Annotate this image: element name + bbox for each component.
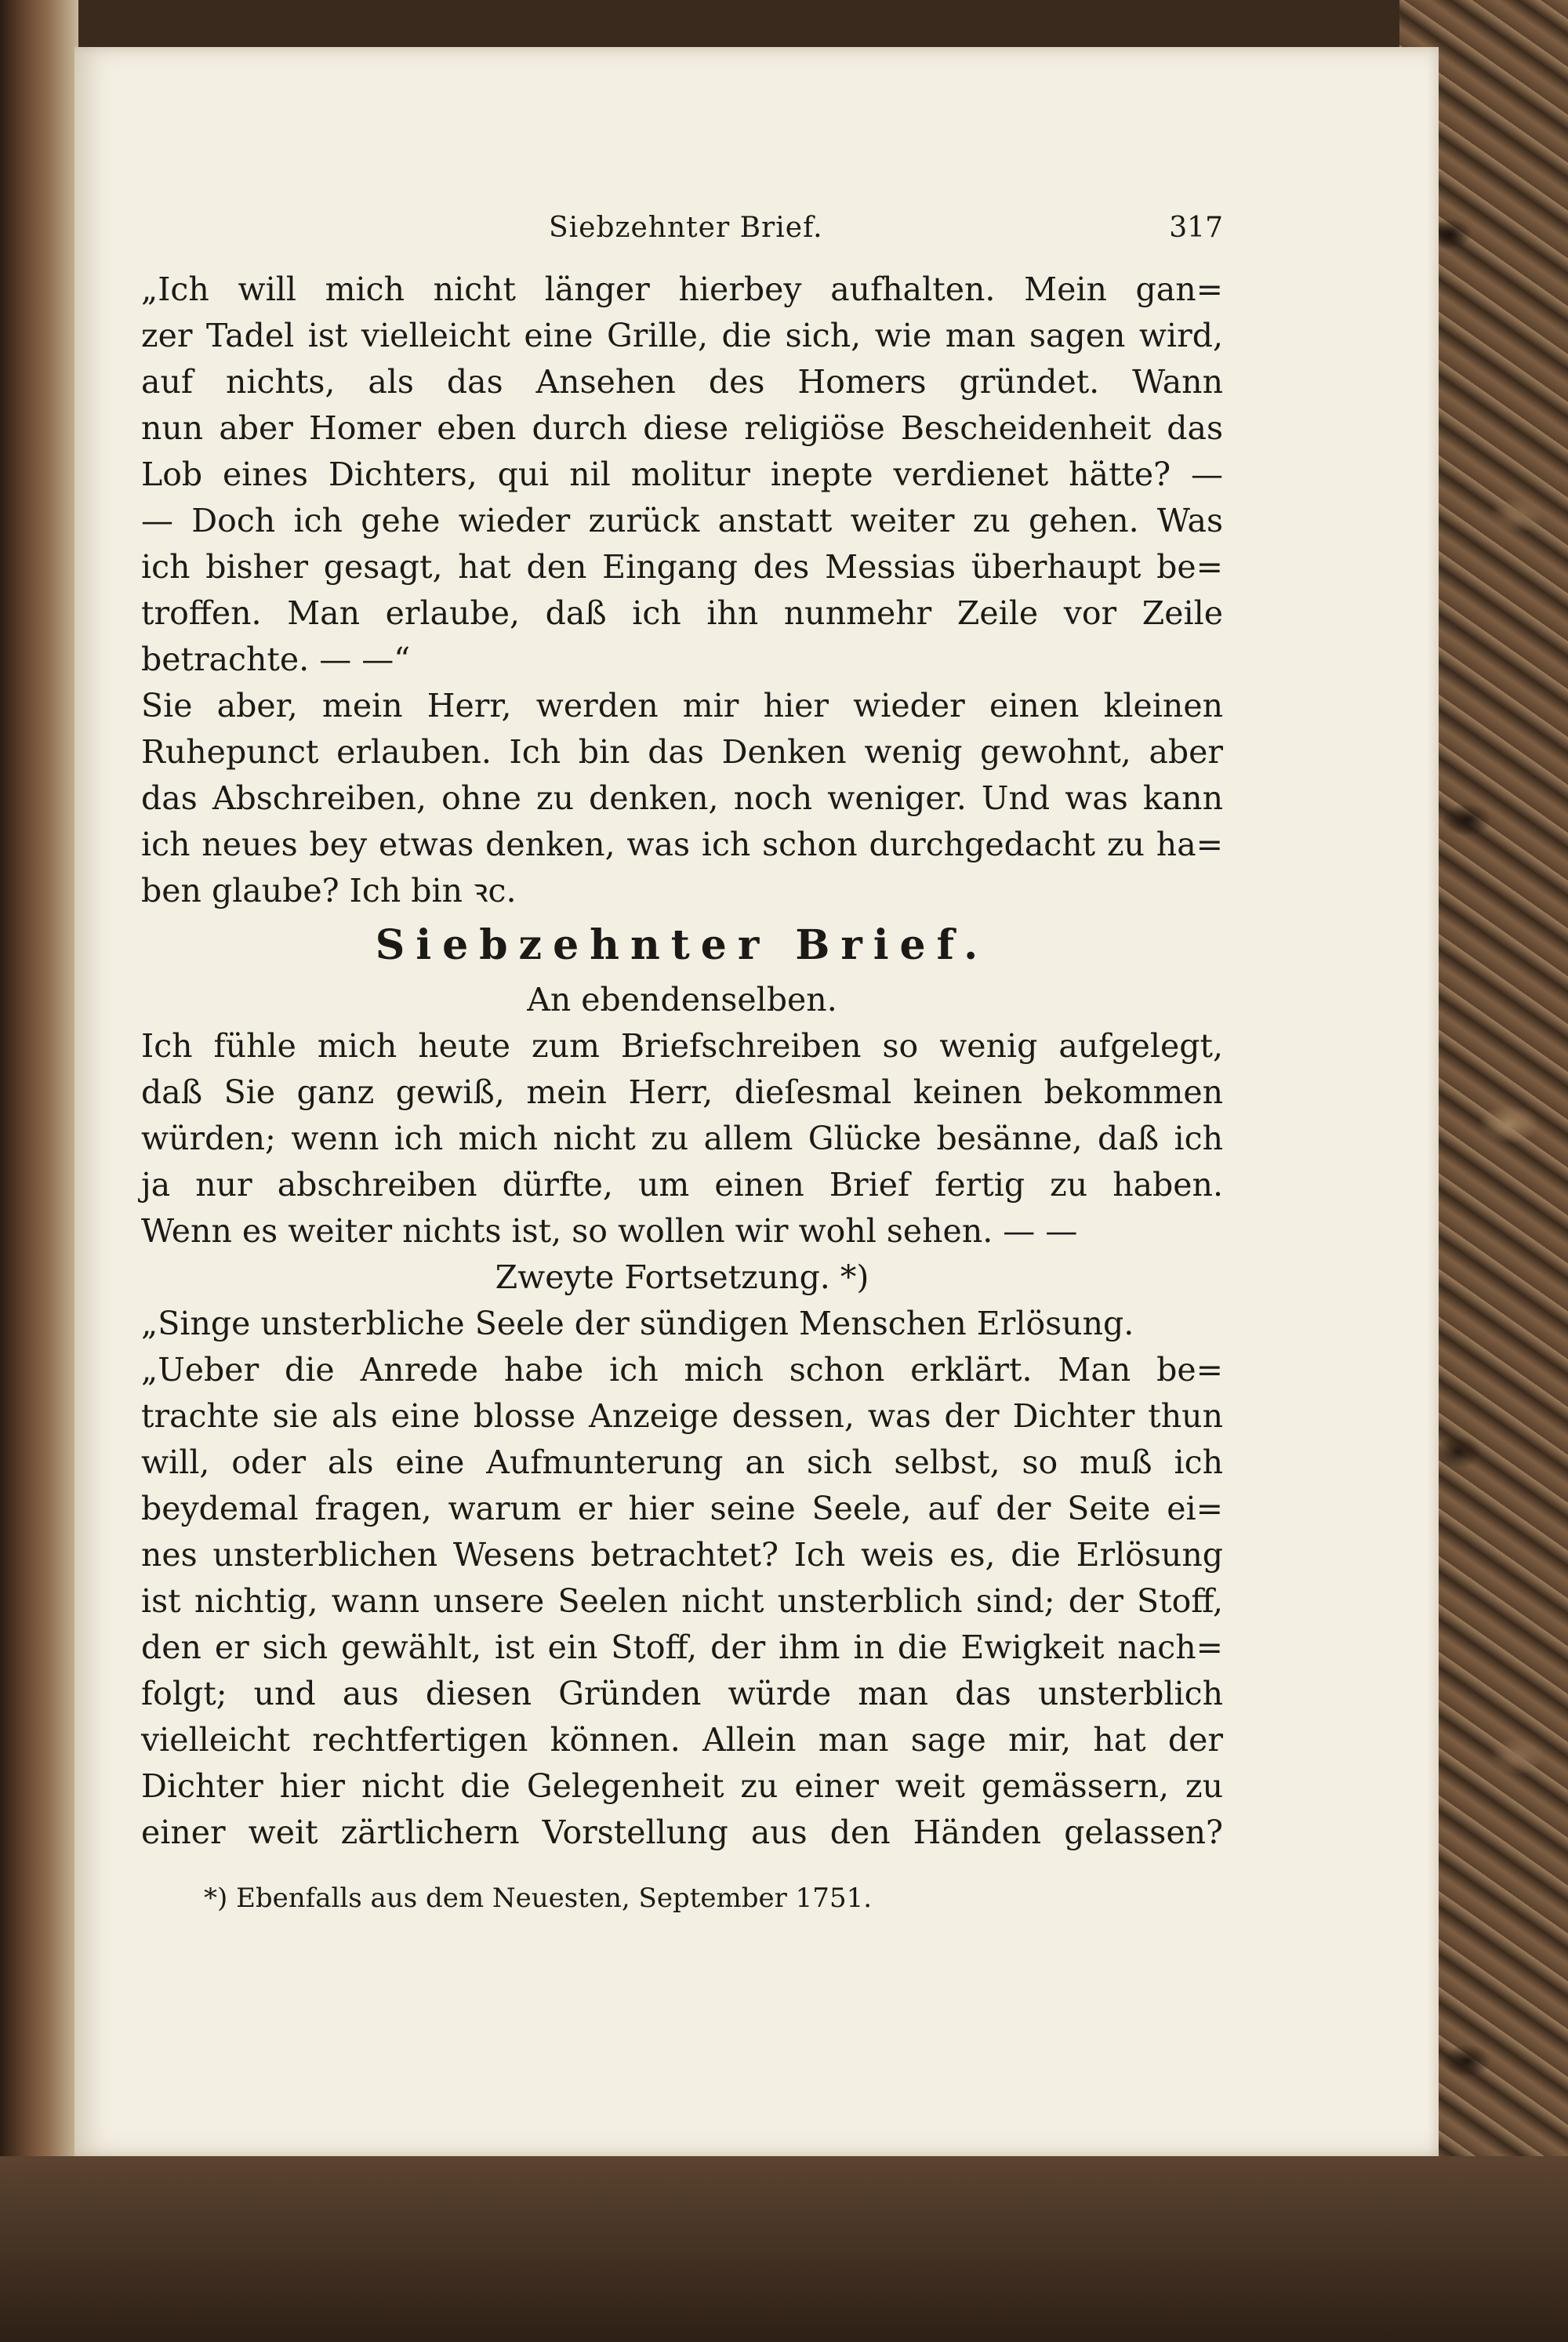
page-number: 317 [1169, 212, 1223, 244]
text-line: trachte sie als eine blosse Anzeige dessen, was der Dichter thun [141, 1397, 1223, 1435]
text-line: betrachte. — —“ [141, 641, 411, 678]
text-line: „Ueber die Anrede habe ich mich schon erklärt. Man be= [141, 1351, 1223, 1389]
text-line: Wenn es weiter nichts ist, so wollen wir wohl sehen. — — [141, 1212, 1078, 1250]
text-line: troffen. Man erlaube, daß ich ihn nunmehr Zeile vor Zeile [141, 594, 1223, 632]
page-header [141, 212, 1223, 267]
text-line: das Abschreiben, ohne zu denken, noch weniger. Und was kann [141, 779, 1223, 817]
text-line: folgt; und aus diesen Gründen würde man das unsterblich [141, 1675, 1223, 1712]
text-line: — Doch ich gehe wieder zurück anstatt weiter zu gehen. Was [141, 502, 1223, 539]
text-line: beydemal fragen, warum er hier seine Seele, auf der Seite ei= [141, 1490, 1223, 1527]
text-line: vielleicht rechtfertigen können. Allein man sage mir, hat der [141, 1721, 1223, 1759]
paragraph-2 [141, 683, 1223, 914]
text-line: ja nur abschreiben dürfte, um einen Brief fertig zu haben. [141, 1166, 1223, 1204]
text-line: nun aber Homer eben durch diese religiöse Bescheidenheit das [141, 409, 1223, 447]
text-line: einer weit zärtlichern Vorstellung aus den Händen gelassen? [141, 1814, 1223, 1851]
text-line: Sie aber, mein Herr, werden mir hier wieder einen kleinen [141, 687, 1223, 724]
book-bottom-edge [0, 2156, 1568, 2342]
text-line: würden; wenn ich mich nicht zu allem Glücke besänne, daß ich [141, 1120, 1223, 1157]
letter-subheading: An ebendenselben. [527, 981, 837, 1018]
text-line: Dichter hier nicht die Gelegenheit zu einer weit gemässern, zu [141, 1767, 1223, 1805]
paragraph-3 [141, 1023, 1223, 1255]
text-line: Ich fühle mich heute zum Briefschreiben so wenig aufgelegt, [141, 1027, 1223, 1065]
text-line: daß Sie ganz gewiß, mein Herr, dieſesmal keinen bekommen [141, 1073, 1223, 1111]
paragraph-1 [141, 267, 1223, 683]
text-line: zer Tadel ist vielleicht eine Grille, die sich, wie man sagen wird, [141, 317, 1223, 354]
text-line: nes unsterblichen Wesens betrachtet? Ich weis es, die Erlösung [141, 1536, 1223, 1574]
text-line: ben glaube? Ich bin ꝛc. [141, 872, 517, 910]
quote-line: „Singe unsterbliche Seele der sündigen Menschen Erlösung. [141, 1305, 1134, 1342]
paragraph-4 [141, 1347, 1223, 1856]
text-line: auf nichts, als das Ansehen des Homers gründet. Wann [141, 363, 1223, 401]
text-line: den er sich gewählt, ist ein Stoff, der ihm in die Ewigkeit nach= [141, 1629, 1223, 1666]
footnote: *) Ebenfalls aus dem Neuesten, September 1751. [204, 1883, 873, 1914]
text-line: ich neues bey etwas denken, was ich schon durchgedacht zu ha= [141, 826, 1223, 863]
text-line: „Ich will mich nicht länger hierbey aufhalten. Mein gan= [141, 271, 1223, 308]
letter-heading: Siebzehnter Brief. [375, 921, 989, 969]
page-text [141, 212, 1223, 1922]
section-title: Zweyte Fortsetzung. *) [495, 1258, 869, 1296]
text-line: ist nichtig, wann unsere Seelen nicht unsterblich sind; der Stoff, [141, 1582, 1223, 1620]
text-line: will, oder als eine Aufmunterung an sich selbst, so muß ich [141, 1443, 1223, 1481]
running-title: Siebzehnter Brief. [549, 212, 823, 244]
text-line: Ruhepunct erlauben. Ich bin das Denken wenig gewohnt, aber [141, 733, 1223, 771]
text-line: ich bisher gesagt, hat den Eingang des Messias überhaupt be= [141, 548, 1223, 586]
book-binding-left [0, 0, 78, 2342]
text-line: Lob eines Dichters, qui nil molitur inepte verdienet hätte? — [141, 456, 1223, 493]
